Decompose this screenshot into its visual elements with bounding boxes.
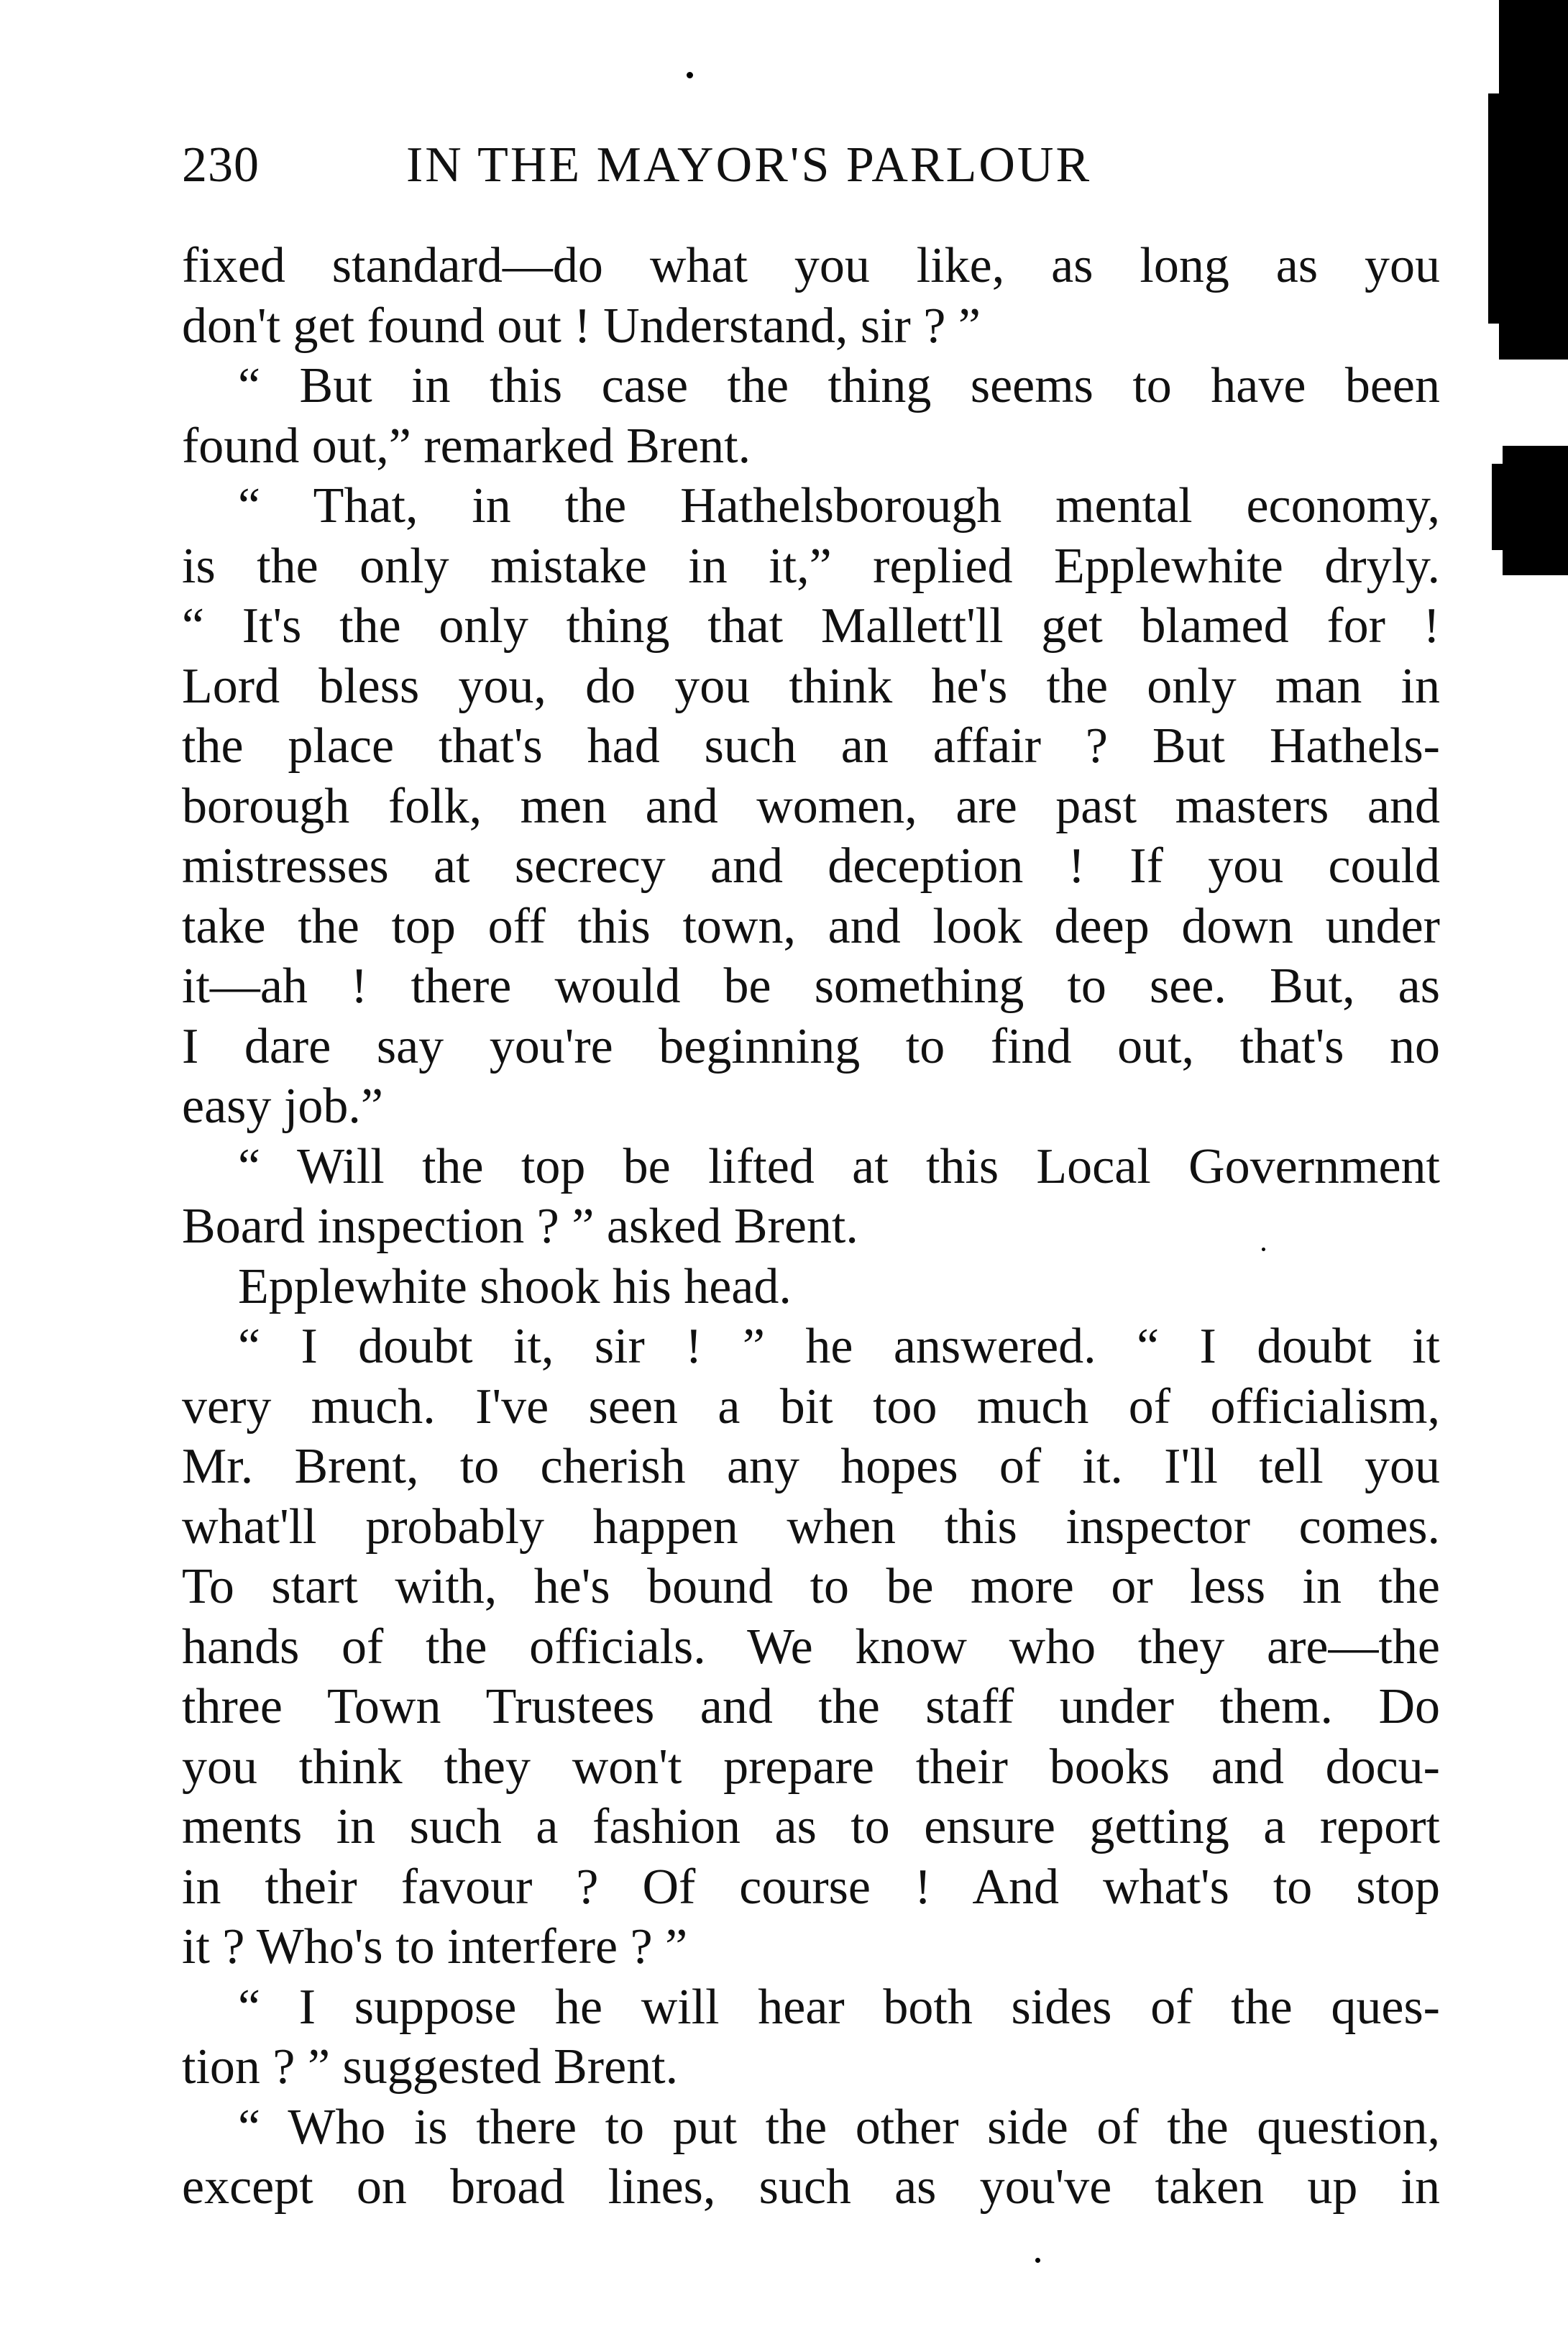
text-line: To start with, he's bound to be more or less in the — [182, 1559, 1440, 1614]
text-line: it ? Who's to interfere ? ” — [182, 1919, 688, 1975]
text-line: found out,” remarked Brent. — [182, 418, 751, 474]
text-line: Board inspection ? ” asked Brent. — [182, 1199, 858, 1254]
text-line: “ Who is there to put the other side of the question, — [238, 2099, 1440, 2155]
text-line: you think they won't prepare their books and docu- — [182, 1739, 1440, 1795]
text-line: Epplewhite shook his head. — [238, 1258, 792, 1314]
text-line: I dare say you're beginning to find out, that's no — [182, 1018, 1440, 1074]
text-line: fixed standard—do what you like, as long as you — [182, 238, 1440, 293]
text-line: mistresses at secrecy and deception ! If you could — [182, 838, 1440, 894]
text-line: Lord bless you, do you think he's the only man in — [182, 658, 1440, 714]
text-line: “ That, in the Hathelsborough mental economy, — [238, 478, 1440, 534]
text-line: borough folk, men and women, are past masters and — [182, 778, 1440, 834]
text-line: the place that's had such an affair ? But Hathels- — [182, 718, 1440, 774]
text-line: hands of the officials. We know who they are—the — [182, 1619, 1440, 1675]
text-line: Mr. Brent, to cherish any hopes of it. I'll tell you — [182, 1439, 1440, 1494]
text-line: “ It's the only thing that Mallett'll get blamed for ! — [182, 598, 1440, 654]
scan-speck — [1035, 2258, 1040, 2263]
text-line: “ But in this case the thing seems to have been — [238, 358, 1440, 413]
body-text — [182, 236, 1440, 2218]
text-line: very much. I've seen a bit too much of officialism, — [182, 1378, 1440, 1434]
text-line: except on broad lines, such as you've taken up in — [182, 2159, 1440, 2215]
text-line: tion ? ” suggested Brent. — [182, 2039, 679, 2095]
binding-edge-shadow — [1492, 464, 1505, 550]
text-line: what'll probably happen when this inspector comes. — [182, 1498, 1440, 1555]
text-line: take the top off this town, and look deep down under — [182, 898, 1440, 954]
text-line: in their favour ? Of course ! And what's to stop — [182, 1859, 1440, 1915]
page-header — [182, 126, 1440, 205]
text-line: “ I suppose he will hear both sides of the ques- — [238, 1979, 1440, 2035]
text-line: “ Will the top be lifted at this Local Government — [238, 1138, 1440, 1194]
running-title: IN THE MAYOR'S PARLOUR — [406, 137, 1092, 193]
text-line: easy job.” — [182, 1079, 383, 1134]
text-line: ments in such a fashion as to ensure getting a report — [182, 1799, 1440, 1854]
text-line: is the only mistake in it,” replied Epplewhite dryly. — [182, 538, 1440, 594]
text-line: three Town Trustees and the staff under them. Do — [182, 1679, 1440, 1734]
binding-edge-shadow — [1503, 446, 1568, 575]
scan-speck — [687, 72, 693, 78]
text-line: “ I doubt it, sir ! ” he answered. “ I doubt it — [238, 1319, 1440, 1374]
text-line: don't get found out ! Understand, sir ? ” — [182, 298, 981, 354]
text-line: it—ah ! there would be something to see. But, as — [182, 958, 1440, 1014]
binding-edge-shadow — [1488, 93, 1510, 324]
page-number: 230 — [182, 137, 260, 193]
